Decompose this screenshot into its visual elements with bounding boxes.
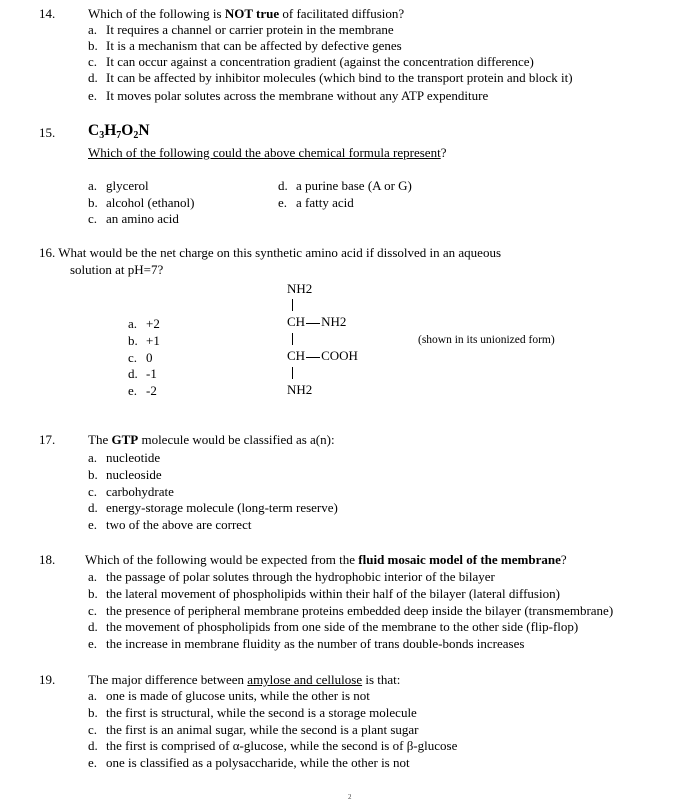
q18-option-c — [88, 603, 613, 619]
q16-option-d — [128, 366, 157, 382]
q16-option-d-text: -1 — [146, 366, 157, 381]
q15-stem — [88, 145, 446, 161]
q15-option-c — [88, 211, 179, 227]
q15-option-b-letter: b. — [88, 195, 98, 210]
q18-option-a-letter: a. — [88, 569, 98, 584]
structure-horizontal-bond-1 — [306, 323, 320, 324]
q15-option-a-text: glycerol — [106, 178, 149, 193]
q17-number: 17. — [39, 432, 56, 447]
q18-stem-bold: fluid mosaic model of the membrane — [358, 552, 561, 567]
q14-stem — [88, 6, 404, 22]
q19-number: 19. — [39, 672, 56, 687]
q18-number: 18. — [39, 552, 56, 567]
structure-top-nh2: NH2 — [287, 281, 313, 296]
q14-option-a-letter: a. — [88, 22, 98, 37]
q16-option-c — [128, 350, 153, 366]
q17-option-c — [88, 484, 174, 500]
q15-option-a-letter: a. — [88, 178, 98, 193]
q15-option-c-letter: c. — [88, 211, 98, 226]
q16-stem-line2: solution at pH=7? — [70, 262, 164, 277]
q16-option-a — [128, 316, 160, 332]
q19-option-a-text: one is made of glucose units, while the other is not — [106, 688, 370, 703]
formula-o-count: 2 — [133, 130, 139, 141]
q18-option-d-text: the movement of phospholipids from one side of the membrane to the other side (flip-flop) — [106, 619, 579, 634]
q16-option-e-text: -2 — [146, 383, 157, 398]
q17-stem-post: molecule would be classified as a(n): — [138, 432, 335, 447]
q17-option-e — [88, 517, 251, 533]
structure-vertical-bond-2 — [292, 333, 293, 345]
q16-option-b-letter: b. — [128, 333, 138, 348]
structure-vertical-bond-1 — [292, 299, 293, 311]
q16-option-d-letter: d. — [128, 366, 138, 381]
q14-stem-post: of facilitated diffusion? — [279, 6, 405, 21]
q14-option-b-letter: b. — [88, 38, 98, 53]
q19-option-b-letter: b. — [88, 705, 98, 720]
q18-option-c-letter: c. — [88, 603, 98, 618]
q17-option-c-letter: c. — [88, 484, 98, 499]
q15-formula — [88, 122, 150, 145]
q14-option-e-letter: e. — [88, 88, 98, 103]
q19-option-a-letter: a. — [88, 688, 98, 703]
q19-stem-underlined: amylose and cellulose — [247, 672, 363, 687]
q19-option-c — [88, 722, 418, 738]
formula-c-count: 3 — [99, 130, 105, 141]
q15-option-d-letter: d. — [278, 178, 288, 193]
q19-option-c-text: the first is an animal sugar, while the second is a plant sugar — [106, 722, 419, 737]
q14-option-d-letter: d. — [88, 70, 98, 85]
q19-option-b-text: the first is structural, while the second is a storage molecule — [106, 705, 417, 720]
structure-row-2 — [287, 348, 358, 364]
q14-option-a — [88, 22, 394, 38]
q17-option-b-text: nucleoside — [106, 467, 162, 482]
q18-option-d-letter: d. — [88, 619, 98, 634]
q17-option-a-text: nucleotide — [106, 450, 161, 465]
structure-substituent-cooh: COOH — [321, 348, 358, 363]
q16-option-b-text: +1 — [146, 333, 160, 348]
q17-option-b — [88, 467, 162, 483]
formula-h: H — [104, 122, 117, 139]
structure-ch-1: CH — [287, 314, 306, 329]
q15-number: 15. — [39, 125, 56, 140]
q17-option-b-letter: b. — [88, 467, 98, 482]
q16-option-e — [128, 383, 157, 399]
q14-stem-pre: Which of the following is — [88, 6, 225, 21]
q15-option-c-text: an amino acid — [106, 211, 179, 226]
q19-option-e — [88, 755, 410, 771]
q19-option-e-text: one is classified as a polysaccharide, while the other is not — [106, 755, 410, 770]
q18-option-e-letter: e. — [88, 636, 98, 651]
q17-option-c-text: carbohydrate — [106, 484, 174, 499]
q14-option-c — [88, 54, 534, 70]
q18-option-d — [88, 619, 578, 635]
q15-option-b — [88, 195, 194, 211]
structure-substituent-nh2: NH2 — [321, 314, 347, 329]
q19-option-e-letter: e. — [88, 755, 98, 770]
q18-option-b — [88, 586, 560, 602]
q14-option-c-text: It can occur against a concentration gradient (against the concentration difference) — [106, 54, 534, 69]
q15-option-d — [278, 178, 412, 194]
structure-vertical-bond-3 — [292, 367, 293, 379]
formula-o: O — [121, 122, 134, 139]
q14-option-d-text: It can be affected by inhibitor molecules (which bind to the transport protein and block it) — [106, 70, 573, 85]
q15-option-e — [278, 195, 354, 211]
q17-stem-bold: GTP — [111, 432, 139, 447]
q14-option-d — [88, 70, 573, 86]
q14-stem-bold: NOT true — [224, 6, 280, 21]
q19-stem-post: is that: — [362, 672, 401, 687]
q15-stem-end: ? — [440, 145, 447, 160]
q19-stem-pre: The major difference between — [88, 672, 248, 687]
structure-ch-2: CH — [287, 348, 306, 363]
q14-option-a-text: It requires a channel or carrier protein in the membrane — [106, 22, 394, 37]
q17-option-d-letter: d. — [88, 500, 98, 515]
q14-option-e — [88, 88, 488, 104]
q18-option-a — [88, 569, 495, 585]
q16-option-c-letter: c. — [128, 350, 138, 365]
q16-stem-line1: 16. What would be the net charge on this synthetic amino acid if dissolved in an aqueous — [39, 245, 502, 260]
q18-stem — [85, 552, 567, 568]
q19-option-d — [88, 738, 457, 754]
q17-option-a — [88, 450, 160, 466]
q18-option-b-letter: b. — [88, 586, 98, 601]
q16-option-e-letter: e. — [128, 383, 138, 398]
q19-option-c-letter: c. — [88, 722, 98, 737]
formula-c: C — [88, 122, 100, 139]
q15-option-e-letter: e. — [278, 195, 288, 210]
q17-option-d-text: energy-storage molecule (long-term reserve) — [106, 500, 338, 515]
q14-option-e-text: It moves polar solutes across the membrane without any ATP expenditure — [106, 88, 489, 103]
structure-row-1 — [287, 314, 346, 330]
q19-option-b — [88, 705, 417, 721]
q17-option-a-letter: a. — [88, 450, 98, 465]
q18-option-e-text: the increase in membrane fluidity as the number of trans double-bonds increases — [106, 636, 525, 651]
q14-option-b — [88, 38, 402, 54]
q18-option-e — [88, 636, 524, 652]
q18-option-a-text: the passage of polar solutes through the hydrophobic interior of the bilayer — [106, 569, 495, 584]
q14-option-b-text: It is a mechanism that can be affected by defective genes — [106, 38, 402, 53]
q18-stem-pre: Which of the following would be expected from the — [85, 552, 359, 567]
q15-stem-underlined: Which of the following could the above chemical formula represent — [88, 145, 441, 160]
q14-number: 14. — [39, 6, 56, 21]
q16-option-b — [128, 333, 160, 349]
structure-bottom-nh2: NH2 — [287, 382, 313, 397]
formula-n: N — [138, 122, 150, 139]
page-number: 2 — [348, 793, 352, 801]
q19-stem — [88, 672, 400, 688]
structure-horizontal-bond-2 — [306, 357, 320, 358]
structure-note: (shown in its unionized form) — [418, 334, 555, 346]
q16-option-a-text: +2 — [146, 316, 160, 331]
q17-option-e-letter: e. — [88, 517, 98, 532]
formula-h-count: 7 — [116, 130, 122, 141]
q18-option-b-text: the lateral movement of phospholipids within their half of the bilayer (lateral diffusion) — [106, 586, 560, 601]
q17-option-e-text: two of the above are correct — [106, 517, 252, 532]
q17-stem — [88, 432, 335, 448]
q15-option-b-text: alcohol (ethanol) — [106, 195, 195, 210]
q15-option-d-text: a purine base (A or G) — [296, 178, 412, 193]
q19-option-d-text: the first is comprised of α-glucose, while the second is of β-glucose — [106, 738, 458, 753]
q15-option-e-text: a fatty acid — [296, 195, 354, 210]
q18-option-c-text: the presence of peripheral membrane proteins embedded deep inside the bilayer (transmembrane) — [106, 603, 614, 618]
q16-option-a-letter: a. — [128, 316, 138, 331]
q15-option-a — [88, 178, 149, 194]
q17-stem-pre: The — [88, 432, 112, 447]
q19-option-a — [88, 688, 370, 704]
q18-stem-post: ? — [560, 552, 567, 567]
q16-option-c-text: 0 — [146, 350, 153, 365]
q14-option-c-letter: c. — [88, 54, 98, 69]
q17-option-d — [88, 500, 338, 516]
q19-option-d-letter: d. — [88, 738, 98, 753]
